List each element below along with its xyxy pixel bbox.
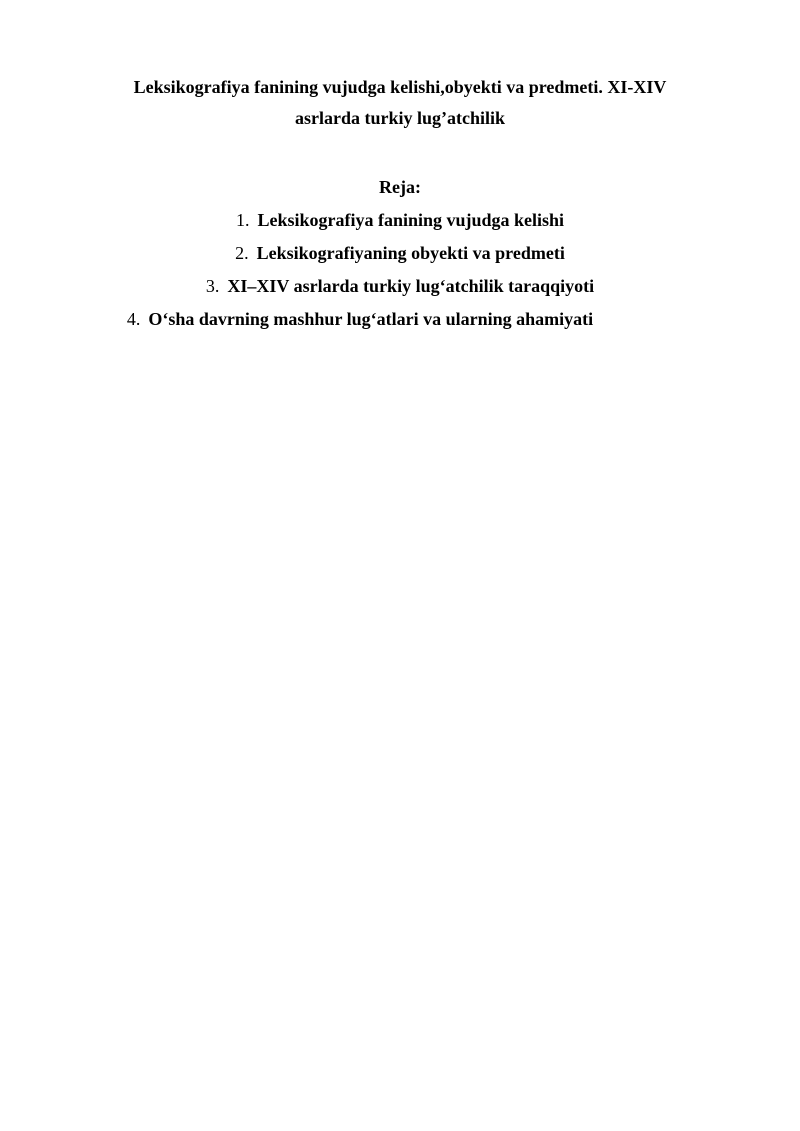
plan-item-number: 3. <box>205 276 220 296</box>
plan-heading: Reja: <box>379 177 421 197</box>
plan-item-text: Leksikografiyaning obyekti va predmeti <box>256 243 565 263</box>
plan-item <box>0 204 800 237</box>
plan-list <box>0 204 800 336</box>
plan-item <box>0 270 800 303</box>
plan-item-text: O‘sha davrning mashhur lug‘atlari va ularning ahamiyati <box>148 309 594 329</box>
plan-item-text: XI–XIV asrlarda turkiy lug‘atchilik taraqqiyoti <box>227 276 595 296</box>
plan-item-number: 1. <box>235 210 250 230</box>
plan-item-number: 4. <box>126 309 141 329</box>
plan-item <box>0 237 800 270</box>
title-line-2: asrlarda turkiy lug’atchilik <box>294 108 505 128</box>
document-title <box>100 72 700 134</box>
plan-item <box>0 303 760 336</box>
title-line-1: Leksikografiya fanining vujudga kelishi,obyekti va predmeti. XI-XIV <box>133 77 667 97</box>
plan-item-text: Leksikografiya fanining vujudga kelishi <box>257 210 565 230</box>
plan-item-number: 2. <box>235 243 249 263</box>
